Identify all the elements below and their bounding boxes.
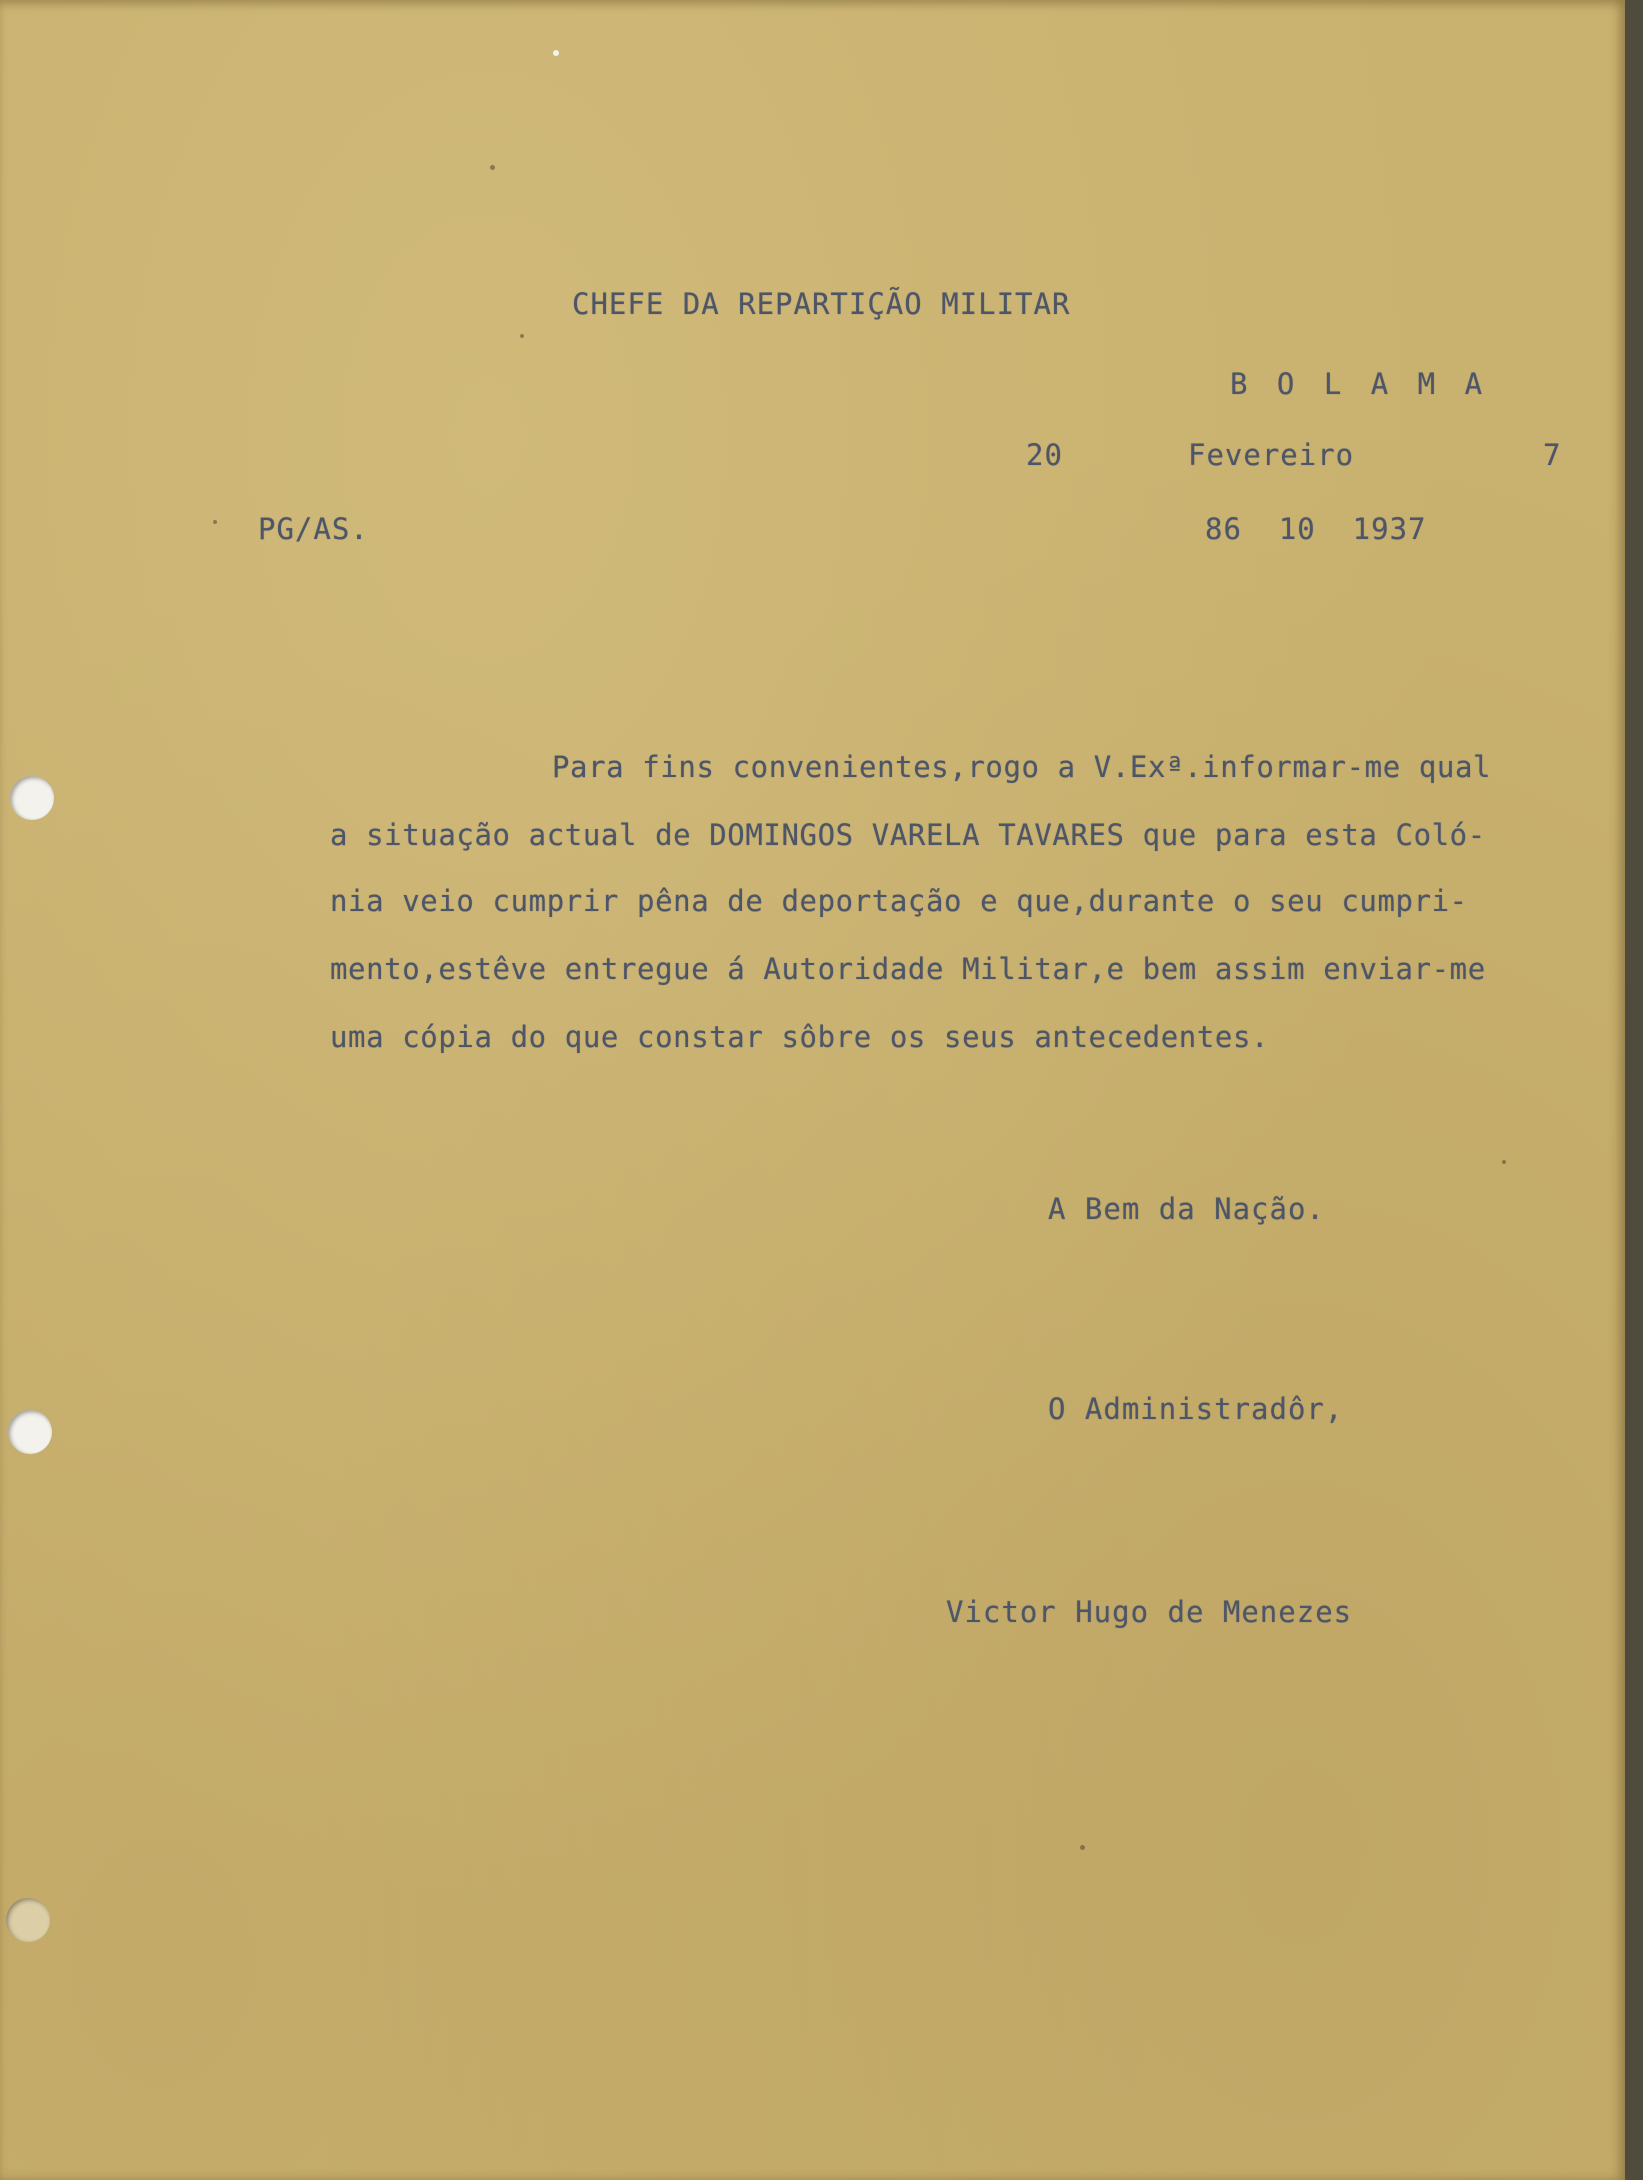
body-line: a situação actual de DOMINGOS VARELA TAVARES que para esta Coló- bbox=[330, 818, 1486, 852]
closing-line: A Bem da Nação. bbox=[1048, 1192, 1325, 1226]
reference-code: PG/AS. bbox=[258, 512, 369, 546]
body-line: Para fins convenientes,rogo a V.Exª.informar-me qual bbox=[552, 750, 1492, 784]
date-year-digit: 7 bbox=[1543, 438, 1562, 472]
punch-hole-bottom bbox=[6, 1898, 50, 1942]
scan-edge bbox=[1625, 0, 1643, 2180]
body-line: mento,estêve entregue á Autoridade Militar,e bem assim enviar-me bbox=[330, 952, 1486, 986]
reference-numbers: 86 10 1937 bbox=[1205, 512, 1427, 546]
body-line: nia veio cumprir pêna de deportação e que,durante o seu cumpri- bbox=[330, 884, 1468, 918]
city-line: B O L A M A bbox=[1230, 367, 1489, 401]
date-day: 20 bbox=[1026, 438, 1063, 472]
recipient-line: CHEFE DA REPARTIÇÃO MILITAR bbox=[572, 287, 1071, 321]
signatory-name: Victor Hugo de Menezes bbox=[946, 1595, 1353, 1629]
punch-hole-middle bbox=[8, 1410, 52, 1454]
punch-hole-top bbox=[10, 776, 54, 820]
date-month: Fevereiro bbox=[1188, 438, 1355, 472]
signatory-title: O Administradôr, bbox=[1048, 1392, 1344, 1426]
body-line: uma cópia do que constar sôbre os seus antecedentes. bbox=[330, 1020, 1270, 1054]
